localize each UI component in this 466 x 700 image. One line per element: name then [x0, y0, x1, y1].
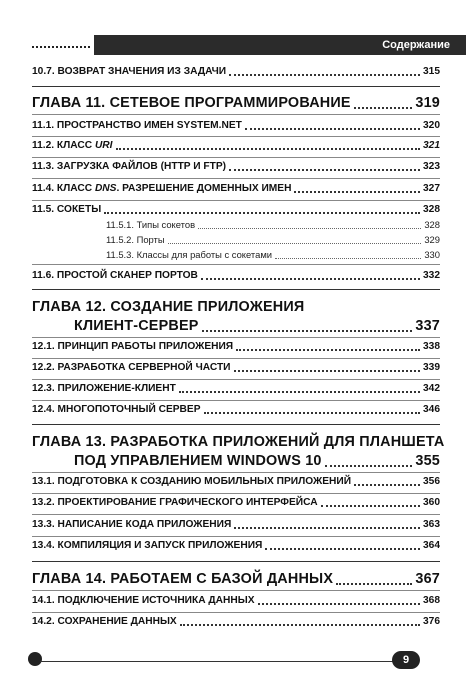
dot-leader — [229, 74, 420, 76]
dot-leader — [265, 548, 420, 550]
divider — [32, 178, 440, 179]
toc-entry[interactable]: 11.3. ЗАГРУЗКА ФАЙЛОВ (HTTP И FTP) 323 — [32, 161, 440, 172]
toc-entry[interactable]: 13.3. НАПИСАНИЕ КОДА ПРИЛОЖЕНИЯ 363 — [32, 519, 440, 530]
toc-chapter-heading[interactable]: ГЛАВА 11. СЕТЕВОЕ ПРОГРАММИРОВАНИЕ 319 — [32, 95, 440, 111]
header-dotted-rule — [32, 46, 90, 48]
dot-leader — [321, 505, 420, 507]
dot-leader — [179, 391, 420, 393]
dot-leader — [180, 624, 420, 626]
divider — [32, 289, 440, 290]
toc-subentry[interactable]: 11.5.3. Классы для работы с сокетами 330 — [106, 249, 440, 260]
toc-entry[interactable]: 12.3. ПРИЛОЖЕНИЕ-КЛИЕНТ 342 — [32, 383, 440, 394]
divider — [32, 536, 440, 537]
divider — [32, 114, 440, 115]
toc-entry[interactable]: 14.2. СОХРАНЕНИЕ ДАННЫХ 376 — [32, 616, 440, 627]
dot-leader — [275, 258, 421, 259]
toc-entry[interactable]: 11.5. СОКЕТЫ 328 — [32, 204, 440, 215]
dot-leader — [198, 228, 421, 229]
dot-leader — [229, 169, 420, 171]
divider — [32, 264, 440, 265]
divider — [32, 590, 440, 591]
dot-leader — [234, 527, 420, 529]
toc-entry[interactable]: 10.7. ВОЗВРАТ ЗНАЧЕНИЯ ИЗ ЗАДАЧИ 315 — [32, 66, 440, 77]
dot-leader — [202, 330, 413, 332]
divider — [32, 200, 440, 201]
toc-entry[interactable]: 13.2. ПРОЕКТИРОВАНИЕ ГРАФИЧЕСКОГО ИНТЕРФЕЙСА 360 — [32, 497, 440, 508]
divider — [32, 379, 440, 380]
toc-entry[interactable]: 11.6. ПРОСТОЙ СКАНЕР ПОРТОВ 332 — [32, 270, 440, 281]
toc-chapter-heading[interactable]: ПОД УПРАВЛЕНИЕМ WINDOWS 10 355 — [74, 453, 440, 469]
toc-entry[interactable]: 12.1. ПРИНЦИП РАБОТЫ ПРИЛОЖЕНИЯ 338 — [32, 341, 440, 352]
dot-leader — [354, 107, 413, 109]
dot-leader — [294, 191, 420, 193]
footer-rule — [40, 661, 396, 662]
divider — [32, 493, 440, 494]
toc-entry[interactable]: 13.1. ПОДГОТОВКА К СОЗДАНИЮ МОБИЛЬНЫХ ПРИЛОЖЕНИЙ 356 — [32, 476, 440, 487]
divider — [32, 157, 440, 158]
divider — [32, 136, 440, 137]
dot-leader — [245, 128, 420, 130]
dot-leader — [201, 278, 420, 280]
divider — [32, 472, 440, 473]
dot-leader — [204, 412, 421, 414]
divider — [32, 424, 440, 425]
toc-entry[interactable]: 12.4. МНОГОПОТОЧНЫЙ СЕРВЕР 346 — [32, 404, 440, 415]
toc-subentry[interactable]: 11.5.2. Порты 329 — [106, 234, 440, 245]
footer-bullet — [28, 652, 42, 666]
toc-chapter-heading[interactable]: КЛИЕНТ-СЕРВЕР 337 — [74, 318, 440, 334]
toc-entry[interactable]: 11.2. КЛАСС URI 321 — [32, 140, 440, 151]
toc-subentry[interactable]: 11.5.1. Типы сокетов 328 — [106, 219, 440, 230]
dot-leader — [104, 212, 420, 214]
divider — [32, 337, 440, 338]
dot-leader — [258, 603, 420, 605]
dot-leader — [325, 465, 413, 467]
toc-entry[interactable]: 11.4. КЛАСС DNS. РАЗРЕШЕНИЕ ДОМЕННЫХ ИМЕН 327 — [32, 183, 440, 194]
dot-leader — [168, 243, 422, 244]
dot-leader — [336, 583, 412, 585]
toc-entry[interactable]: 14.1. ПОДКЛЮЧЕНИЕ ИСТОЧНИКА ДАННЫХ 368 — [32, 595, 440, 606]
page-number-badge: 9 — [392, 651, 420, 669]
divider — [32, 400, 440, 401]
dot-leader — [236, 349, 420, 351]
divider — [32, 561, 440, 562]
toc-entry[interactable]: 11.1. ПРОСТРАНСТВО ИМЕН SYSTEM.NET 320 — [32, 120, 440, 131]
toc-entry[interactable]: 12.2. РАЗРАБОТКА СЕРВЕРНОЙ ЧАСТИ 339 — [32, 362, 440, 373]
toc-entry[interactable]: 13.4. КОМПИЛЯЦИЯ И ЗАПУСК ПРИЛОЖЕНИЯ 364 — [32, 540, 440, 551]
running-header — [94, 35, 466, 55]
dot-leader — [116, 148, 421, 150]
dot-leader — [234, 370, 421, 372]
divider — [32, 358, 440, 359]
toc-chapter-heading-line: ГЛАВА 13. РАЗРАБОТКА ПРИЛОЖЕНИЙ ДЛЯ ПЛАНШЕТА — [32, 434, 445, 450]
dot-leader — [354, 484, 420, 486]
divider — [32, 612, 440, 613]
divider — [32, 514, 440, 515]
divider — [32, 86, 440, 87]
toc-chapter-heading[interactable]: ГЛАВА 14. РАБОТАЕМ С БАЗОЙ ДАННЫХ 367 — [32, 571, 440, 587]
running-header-title: Содержание — [382, 39, 450, 51]
toc-chapter-heading-line: ГЛАВА 12. СОЗДАНИЕ ПРИЛОЖЕНИЯ — [32, 299, 305, 315]
